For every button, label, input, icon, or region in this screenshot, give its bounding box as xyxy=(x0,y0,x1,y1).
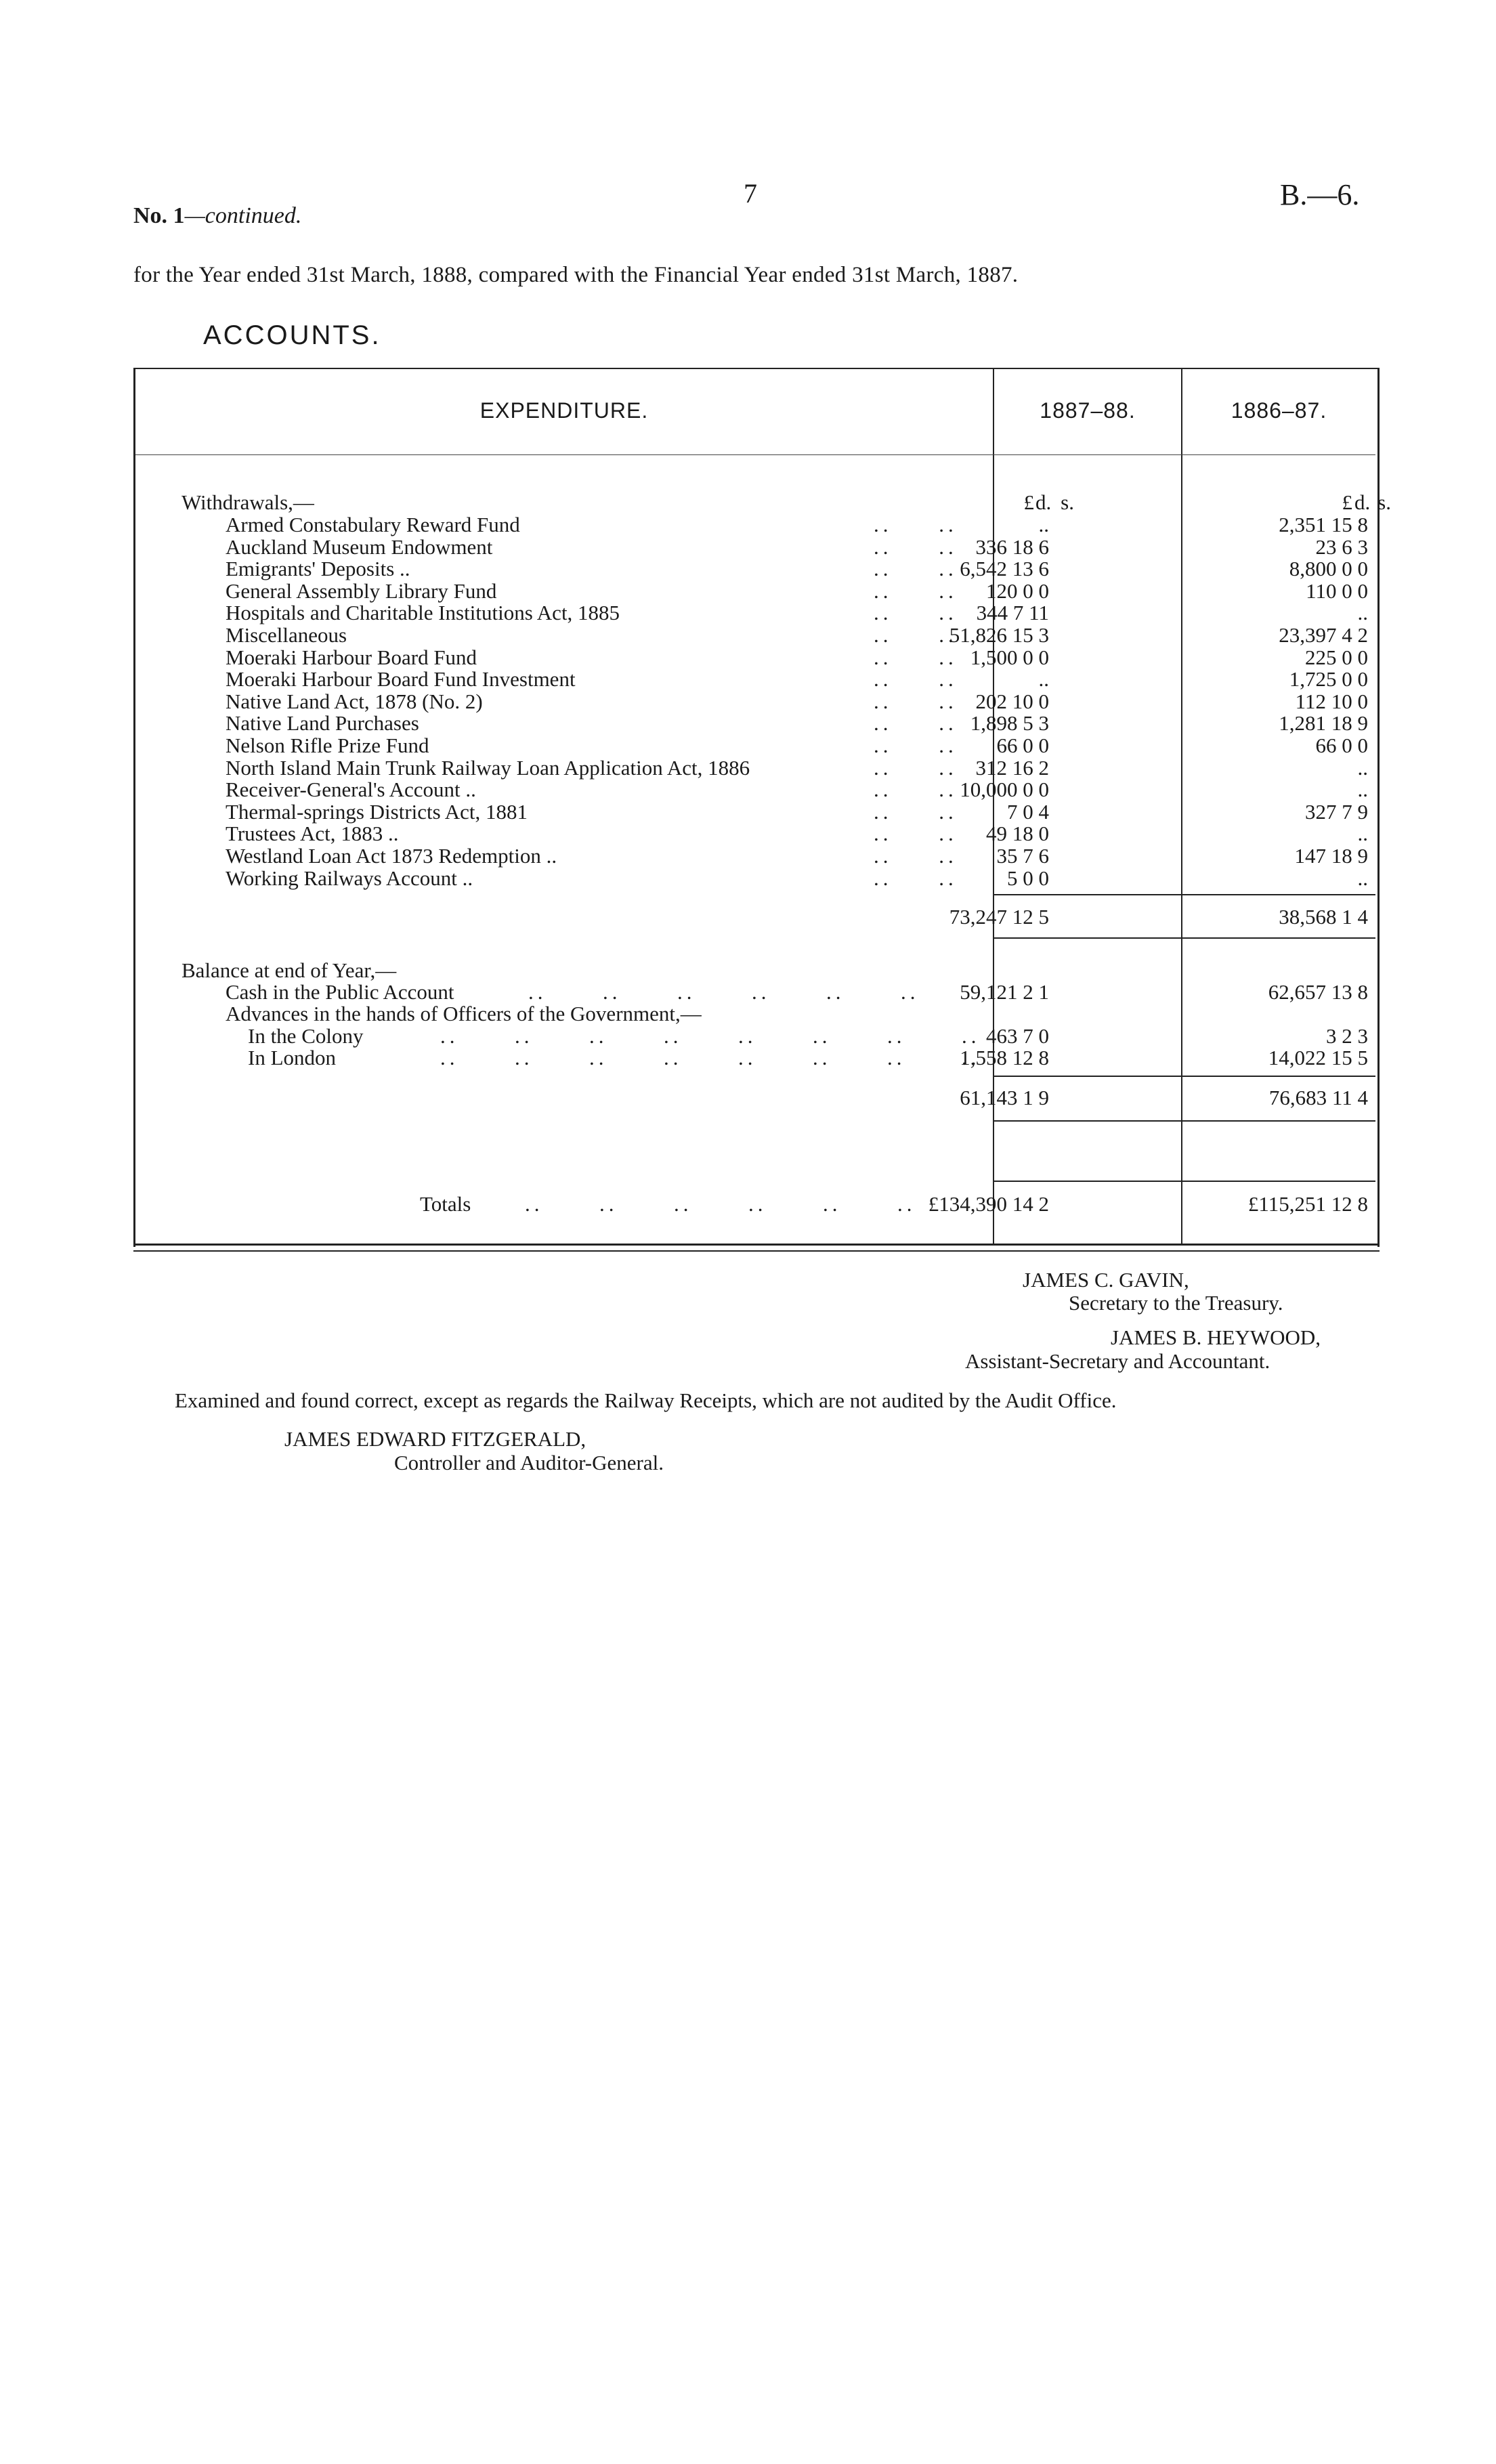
row-label: Moeraki Harbour Board Fund Investment xyxy=(226,667,576,691)
table-number: No. 1 xyxy=(133,203,185,228)
row-label: Westland Loan Act 1873 Redemption .. xyxy=(226,844,557,868)
amount-1887-88: .. xyxy=(1038,513,1049,536)
pence-unit: d. xyxy=(1035,490,1052,514)
amount-1887-88: 51,826 15 3 xyxy=(949,623,1049,647)
row-label: Cash in the Public Account xyxy=(226,980,454,1004)
pounds-unit: £ xyxy=(1023,490,1034,514)
row-label: Native Land Act, 1878 (No. 2) xyxy=(226,689,483,713)
leader-dots: .. .. xyxy=(874,535,958,559)
amount-1887-88: 1,898 5 3 xyxy=(970,711,1049,735)
signatory-name: JAMES B. HEYWOOD, xyxy=(1111,1325,1321,1349)
table-row xyxy=(0,580,1496,602)
table-row xyxy=(0,801,1496,823)
table-row xyxy=(0,868,1496,889)
row-label: Native Land Purchases xyxy=(226,711,419,735)
row-label: In the Colony xyxy=(248,1024,364,1048)
amount-1886-87: 62,657 13 8 xyxy=(1268,980,1368,1004)
withdrawals-heading: Withdrawals,— xyxy=(181,490,314,514)
amount-1886-87: 14,022 15 5 xyxy=(1268,1046,1368,1069)
withdrawals-total-1887-88: 73,247 12 5 xyxy=(949,905,1049,929)
withdrawals-total-row xyxy=(0,906,1496,928)
amount-1887-88: 312 16 2 xyxy=(975,756,1049,780)
table-row: In London .. .. .. .. .. .. .. .. 1,558 12 8 14,022 15 5 xyxy=(248,1046,1368,1069)
signatory-title: Assistant-Secretary and Accountant. xyxy=(965,1349,1270,1373)
row-label: Thermal-springs Districts Act, 1881 xyxy=(226,800,528,824)
section-title: ACCOUNTS. xyxy=(203,320,381,350)
balance-total-row xyxy=(0,1087,1496,1109)
table-row xyxy=(0,624,1496,646)
table-row xyxy=(0,536,1496,558)
signatory-name: JAMES C. GAVIN, xyxy=(1023,1268,1189,1292)
amount-1886-87: 1,281 18 9 xyxy=(1279,711,1368,735)
page-subtitle: for the Year ended 31st March, 1888, compared with the Financial Year ended 31st March, 1887. xyxy=(133,263,1019,287)
pence-unit: d. xyxy=(1354,490,1371,514)
amount-1886-87: 225 0 0 xyxy=(1305,645,1368,669)
leader-dots: .. .. xyxy=(874,667,958,691)
table-row xyxy=(0,514,1496,536)
amount-1886-87: 23,397 4 2 xyxy=(1279,623,1368,647)
subtotal-rule xyxy=(993,1076,1375,1077)
amount-1886-87: 8,800 0 0 xyxy=(1289,557,1368,580)
leader-dots: .. .. xyxy=(874,844,958,868)
amount-1886-87: 66 0 0 xyxy=(1315,734,1368,757)
continuation-heading xyxy=(133,203,301,229)
table-row xyxy=(0,602,1496,624)
pounds-unit: £ xyxy=(1342,490,1352,514)
table-row xyxy=(0,823,1496,845)
amount-1887-88: .. xyxy=(1038,667,1049,691)
amount-1886-87: .. xyxy=(1357,756,1368,780)
row-label: In London xyxy=(248,1046,337,1069)
row-label: North Island Main Trunk Railway Loan Application Act, 1886 xyxy=(226,756,750,780)
table-row: Cash in the Public Account .. .. .. .. .. .. 59,121 2 1 62,657 13 8 xyxy=(226,980,1368,1004)
table-bottom-rule-2 xyxy=(133,1250,1380,1252)
subtotal-rule xyxy=(993,894,1375,895)
row-label: Nelson Rifle Prize Fund xyxy=(226,734,429,757)
document-id: B.—6. xyxy=(1280,178,1360,211)
amount-1887-88: 202 10 0 xyxy=(975,689,1049,713)
leader-dots: .. .. xyxy=(874,800,958,824)
subtotal-rule-bottom xyxy=(993,937,1375,939)
row-label: Working Railways Account .. xyxy=(226,866,473,890)
amount-1886-87: .. xyxy=(1357,866,1368,890)
amount-1887-88: 344 7 11 xyxy=(976,601,1049,624)
continued-note: —continued. xyxy=(184,203,302,228)
audit-note: Examined and found correct, except as regards the Railway Receipts, which are not audited by the Audit Office. xyxy=(175,1388,1117,1412)
amount-1886-87: .. xyxy=(1357,822,1368,845)
amount-1886-87: .. xyxy=(1357,778,1368,801)
row-label: Armed Constabulary Reward Fund xyxy=(226,513,520,536)
year-1887-88-header: 1887–88. xyxy=(1040,398,1136,423)
amount-1887-88: 120 0 0 xyxy=(986,579,1049,603)
table-row xyxy=(0,757,1496,779)
amount-1887-88: 1,500 0 0 xyxy=(970,645,1049,669)
leader-dots: .. .. xyxy=(874,711,958,735)
amount-1886-87: .. xyxy=(1357,601,1368,624)
signatory-title: Secretary to the Treasury. xyxy=(1069,1291,1283,1315)
amount-1887-88: 336 18 6 xyxy=(975,535,1049,559)
amount-1887-88: 1,558 12 8 xyxy=(960,1046,1049,1069)
amount-1887-88: 7 0 4 xyxy=(1007,800,1049,824)
totals-row: Totals .. .. .. .. .. .. £134,390 14 2 £115,251 12 8 xyxy=(420,1192,1368,1216)
table-row xyxy=(0,713,1496,734)
signatory-title: Controller and Auditor-General. xyxy=(394,1451,664,1474)
amount-1886-87: 23 6 3 xyxy=(1315,535,1368,559)
page-number: 7 xyxy=(744,178,757,209)
amount-1886-87: 1,725 0 0 xyxy=(1289,667,1368,691)
table-row xyxy=(0,735,1496,757)
row-label: Auckland Museum Endowment xyxy=(226,535,493,559)
leader-dots: .. .. xyxy=(874,579,958,603)
amount-1887-88: 5 0 0 xyxy=(1007,866,1049,890)
balance-total-1886-87: 76,683 11 4 xyxy=(1268,1086,1368,1109)
withdrawals-heading-row xyxy=(0,492,1496,513)
row-label: Emigrants' Deposits .. xyxy=(226,557,410,580)
amount-1887-88: 66 0 0 xyxy=(996,734,1049,757)
table-row: In the Colony .. .. .. .. .. .. .. .. 463 7 0 3 2 3 xyxy=(248,1024,1368,1048)
amount-1887-88: 463 7 0 xyxy=(986,1024,1049,1048)
balance-total-1887-88: 61,143 1 9 xyxy=(960,1086,1049,1109)
amount-1887-88: 6,542 13 6 xyxy=(960,557,1049,580)
table-row xyxy=(0,558,1496,580)
advances-heading-row xyxy=(0,1003,1496,1025)
row-label: Trustees Act, 1883 .. xyxy=(226,822,399,845)
expenditure-column-header: EXPENDITURE. xyxy=(479,398,649,423)
leader-dots: .. .. xyxy=(874,778,958,801)
leader-dots: .. .. xyxy=(874,689,958,713)
amount-1886-87: 110 0 0 xyxy=(1306,579,1368,603)
amount-1887-88: 59,121 2 1 xyxy=(960,980,1049,1004)
header-rule xyxy=(135,454,1375,455)
shillings-unit: s. xyxy=(1377,490,1391,514)
balance-heading: Balance at end of Year,— xyxy=(181,958,397,982)
amount-1886-87: 3 2 3 xyxy=(1326,1024,1368,1048)
leader-dots: .. .. xyxy=(874,513,958,536)
subtotal-rule-bottom xyxy=(993,1120,1375,1122)
amount-1887-88: 49 18 0 xyxy=(986,822,1049,845)
totals-label: Totals xyxy=(420,1192,471,1216)
leader-dots: .. .. xyxy=(874,623,958,647)
leader-dots: .. .. xyxy=(874,734,958,757)
year-1886-87-header: 1886–87. xyxy=(1231,398,1327,423)
leader-dots: .. .. xyxy=(874,601,958,624)
totals-rule xyxy=(993,1181,1375,1182)
advances-heading: Advances in the hands of Officers of the Government,— xyxy=(226,1002,702,1025)
totals-1887-88: £134,390 14 2 xyxy=(928,1192,1049,1216)
table-row xyxy=(0,668,1496,690)
row-label: Hospitals and Charitable Institutions Act, 1885 xyxy=(226,601,620,624)
row-label: Receiver-General's Account .. xyxy=(226,778,476,801)
amount-1887-88: 10,000 0 0 xyxy=(960,778,1049,801)
amount-1886-87: 147 18 9 xyxy=(1294,844,1368,868)
totals-1886-87: £115,251 12 8 xyxy=(1247,1192,1368,1216)
leader-dots: .. .. xyxy=(874,645,958,669)
amount-1886-87: 327 7 9 xyxy=(1305,800,1368,824)
leader-dots: .. .. xyxy=(874,557,958,580)
row-label: General Assembly Library Fund xyxy=(226,579,497,603)
balance-heading-row xyxy=(0,960,1496,981)
table-row xyxy=(0,691,1496,713)
amount-1886-87: 112 10 0 xyxy=(1295,689,1368,713)
row-label: Miscellaneous xyxy=(226,623,347,647)
table-row xyxy=(0,779,1496,801)
leader-dots: .. .. xyxy=(874,756,958,780)
leader-dots: .. .. xyxy=(874,822,958,845)
leader-dots: .. .. xyxy=(874,866,958,890)
row-label: Moeraki Harbour Board Fund xyxy=(226,645,477,669)
table-row xyxy=(0,647,1496,668)
amount-1886-87: 2,351 15 8 xyxy=(1279,513,1368,536)
table-bottom-rule xyxy=(133,1244,1380,1246)
withdrawals-total-1886-87: 38,568 1 4 xyxy=(1279,905,1368,929)
shillings-unit: s. xyxy=(1061,490,1074,514)
signatory-name: JAMES EDWARD FITZGERALD, xyxy=(284,1427,586,1451)
amount-1887-88: 35 7 6 xyxy=(996,844,1049,868)
table-row xyxy=(0,845,1496,867)
